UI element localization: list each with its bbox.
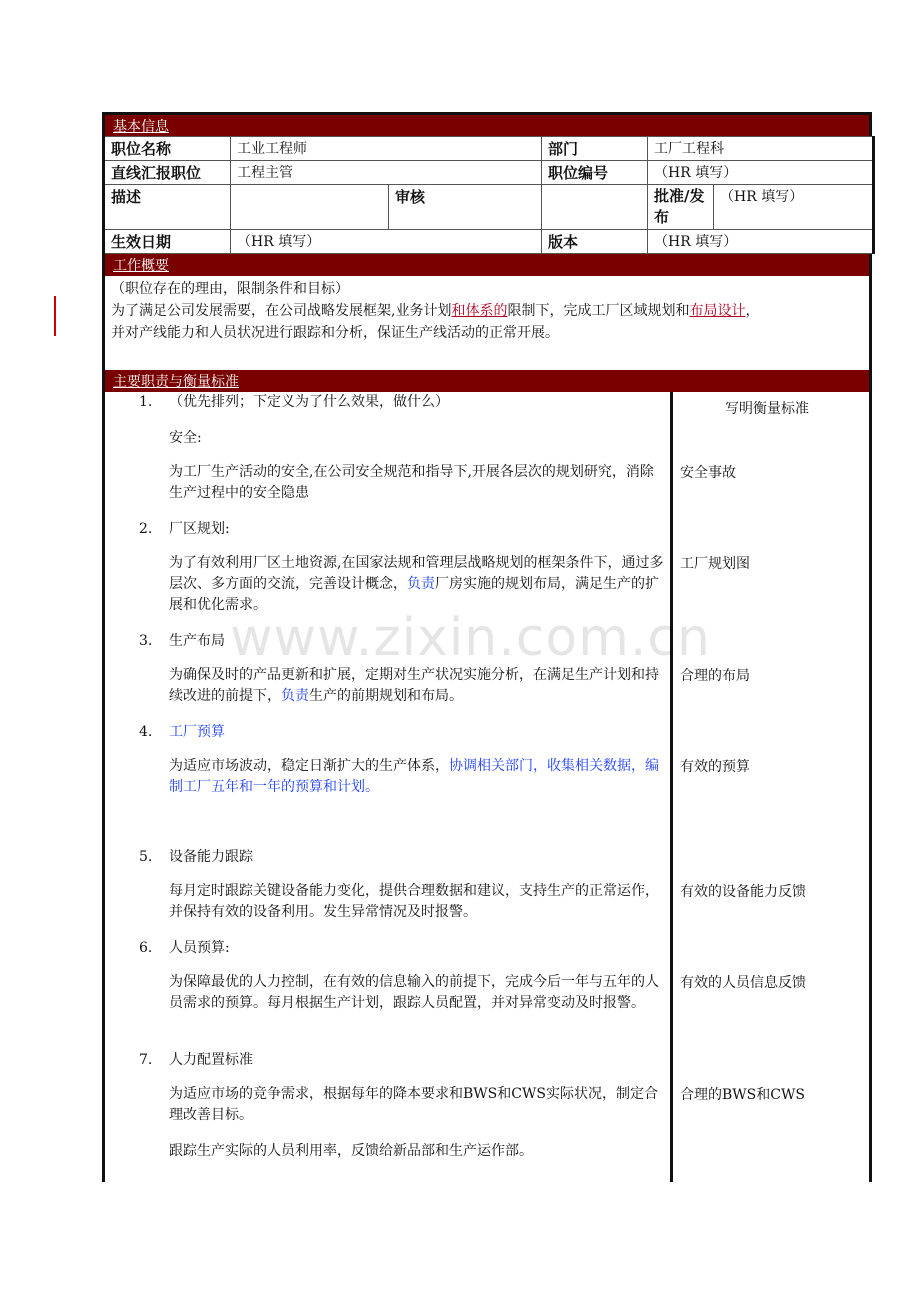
version-label: 版本	[542, 230, 648, 254]
description-value	[231, 185, 389, 230]
column-divider	[670, 392, 673, 1182]
summary-text: 为了满足公司发展需要，在公司战略发展框架,业务计划和体系的限制下，完成工厂区域规划和布局设计，	[111, 303, 760, 319]
duty-standard: 安全事故	[680, 465, 736, 481]
basic-info-table	[102, 136, 875, 254]
duty-standard: 有效的预算	[680, 759, 750, 775]
summary-section	[102, 276, 872, 370]
approve-label: 批准/发布	[648, 185, 714, 230]
version-value: （HR 填写）	[648, 230, 874, 254]
duty-standard: 合理的BWS和CWS	[680, 1087, 805, 1103]
summary-hint: （职位存在的理由，限制条件和目标）	[111, 281, 349, 297]
approve-value: （HR 填写）	[714, 185, 874, 230]
position-name-value: 工业工程师	[231, 137, 542, 161]
summary-link-layout[interactable]: 布局设计	[689, 303, 746, 319]
duty-standard: 有效的设备能力反馈	[680, 884, 806, 900]
revision-mark	[54, 296, 56, 336]
summary-header: 工作概要	[102, 254, 872, 276]
basic-info-header: 基本信息	[102, 112, 872, 136]
summary-text-line2: 并对产线能力和人员状况进行跟踪和分析，保证生产线活动的正常开展。	[111, 325, 559, 341]
report-to-label: 直线汇报职位	[104, 161, 231, 185]
report-to-value: 工程主管	[231, 161, 542, 185]
duties-header: 主要职责与衡量标准	[102, 370, 872, 392]
position-code-label: 职位编号	[542, 161, 648, 185]
effective-date-value: （HR 填写）	[231, 230, 542, 254]
position-name-label: 职位名称	[104, 137, 231, 161]
position-code-value: （HR 填写）	[648, 161, 874, 185]
effective-date-label: 生效日期	[104, 230, 231, 254]
duty-standard: 有效的人员信息反馈	[680, 975, 806, 991]
standard-column-header: 写明衡量标准	[725, 401, 809, 417]
review-value	[542, 185, 648, 230]
department-value: 工厂工程科	[648, 137, 874, 161]
summary-link-system[interactable]: 和体系的	[451, 303, 508, 319]
description-label: 描述	[104, 185, 231, 230]
watermark: www.zixin.com.cn	[230, 608, 711, 668]
review-label: 审核	[389, 185, 542, 230]
duty-standard: 合理的布局	[680, 668, 750, 684]
duties-section: 写明衡量标准 1. （优先排列；下定义为了什么效果，做什么） 安全: 为工厂生产活动的安全,在公司安全规范和指导下,开展各层次的规划研究，消除生产过程中的安全隐患 安全事故 2. 厂区规划: 为了有效利用厂区土地资源,在国家法规和管理层战略规划的框架条件下，通过多层次、多方面的交流，完善设计概念，负责厂房实施的规划布局，满足生产的扩展和优化需求。 工厂规划图 3. 生产布局 为确保及时的产品更新和扩展，定期对生产状况实施分析，在满足生产计划和持续改进的前提下，负责生产的前期规划和布局。 合理的布局 4. 工厂预算 为适应市场波动，稳定日渐扩大的生产体系，协调相关部门，收集相关数据，编制工厂五年和一年的预算和计划。 有效的预算 5. 设备能力跟踪 每月定时跟踪关键设备能力变化，提供合理数据和建议，支持生产的正常运作，并保持有效的设备利用。发生异常情况及时报警。 有效的设备能力反馈 6. 人员预算: 为保障最优的人力控制，在有效的信息输入的前提下，完成今后一年与五年的人员需求的预算。每月根据生产计划，跟踪人员配置，并对异常变动及时报警。 有效的人员信息反馈 7. 人力配置标准 为适应市场的竞争需求，根据每年的降本要求和BWS和CWS实际状况，制定合理改善目标。 合理的BWS和CWS 跟踪生产实际的人员利用率，反馈给新品部和生产运作部。	[102, 392, 872, 1182]
department-label: 部门	[542, 137, 648, 161]
duty-standard: 工厂规划图	[680, 556, 750, 572]
